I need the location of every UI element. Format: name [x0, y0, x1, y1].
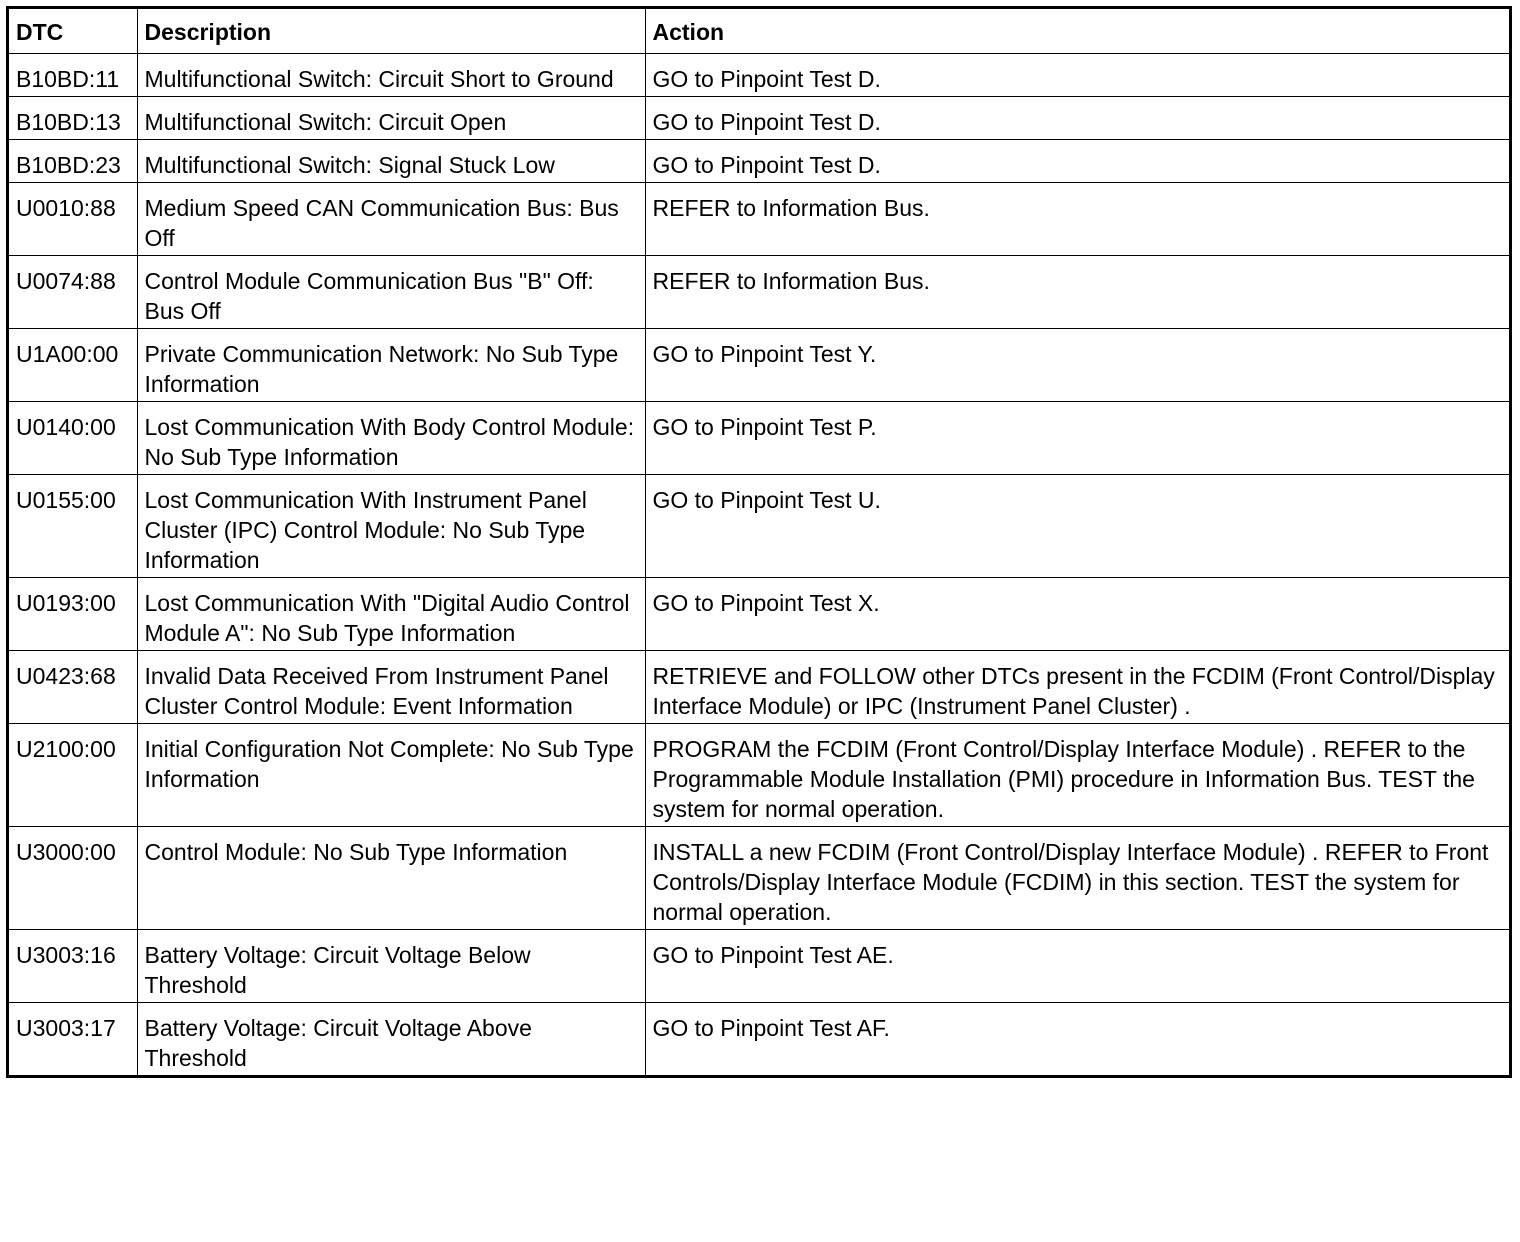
- table-row: [9, 724, 1509, 827]
- header-action: Action: [645, 9, 1509, 54]
- description-cell: Multifunctional Switch: Circuit Open: [137, 97, 645, 140]
- table-row: [9, 578, 1509, 651]
- action-cell: GO to Pinpoint Test U.: [645, 475, 1509, 578]
- action-cell: INSTALL a new FCDIM (Front Control/Display Interface Module) . REFER to Front Controls/Display Interface Module (FCDIM) in this section. TEST the system for normal operation.: [645, 827, 1509, 930]
- header-row: [9, 9, 1509, 54]
- action-cell: GO to Pinpoint Test D.: [645, 54, 1509, 97]
- description-cell: Invalid Data Received From Instrument Panel Cluster Control Module: Event Information: [137, 651, 645, 724]
- description-cell: Battery Voltage: Circuit Voltage Above Threshold: [137, 1003, 645, 1076]
- dtc-cell: U0423:68: [9, 651, 137, 724]
- table-row: [9, 329, 1509, 402]
- description-cell: Multifunctional Switch: Circuit Short to Ground: [137, 54, 645, 97]
- action-cell: GO to Pinpoint Test P.: [645, 402, 1509, 475]
- table-row: [9, 1003, 1509, 1076]
- dtc-cell: U0193:00: [9, 578, 137, 651]
- description-cell: Control Module: No Sub Type Information: [137, 827, 645, 930]
- action-cell: GO to Pinpoint Test D.: [645, 97, 1509, 140]
- action-cell: PROGRAM the FCDIM (Front Control/Display Interface Module) . REFER to the Programmable Module Installation (PMI) procedure in Information Bus. TEST the system for normal operation.: [645, 724, 1509, 827]
- dtc-cell: U0010:88: [9, 183, 137, 256]
- description-cell: Medium Speed CAN Communication Bus: Bus Off: [137, 183, 645, 256]
- description-cell: Lost Communication With "Digital Audio Control Module A": No Sub Type Information: [137, 578, 645, 651]
- dtc-cell: U3000:00: [9, 827, 137, 930]
- dtc-cell: U1A00:00: [9, 329, 137, 402]
- dtc-cell: U0140:00: [9, 402, 137, 475]
- description-cell: Multifunctional Switch: Signal Stuck Low: [137, 140, 645, 183]
- header-dtc: DTC: [9, 9, 137, 54]
- description-cell: Control Module Communication Bus "B" Off: Bus Off: [137, 256, 645, 329]
- description-cell: Battery Voltage: Circuit Voltage Below Threshold: [137, 930, 645, 1003]
- dtc-cell: B10BD:23: [9, 140, 137, 183]
- dtc-cell: U0074:88: [9, 256, 137, 329]
- action-cell: GO to Pinpoint Test X.: [645, 578, 1509, 651]
- dtc-cell: U0155:00: [9, 475, 137, 578]
- description-cell: Lost Communication With Instrument Panel Cluster (IPC) Control Module: No Sub Type Information: [137, 475, 645, 578]
- dtc-cell: U3003:17: [9, 1003, 137, 1076]
- table-row: [9, 183, 1509, 256]
- table-row: [9, 140, 1509, 183]
- action-cell: GO to Pinpoint Test Y.: [645, 329, 1509, 402]
- description-cell: Lost Communication With Body Control Module: No Sub Type Information: [137, 402, 645, 475]
- action-cell: GO to Pinpoint Test AE.: [645, 930, 1509, 1003]
- table-row: [9, 256, 1509, 329]
- action-cell: GO to Pinpoint Test AF.: [645, 1003, 1509, 1076]
- dtc-cell: U2100:00: [9, 724, 137, 827]
- table-row: [9, 97, 1509, 140]
- table-row: [9, 651, 1509, 724]
- action-cell: REFER to Information Bus.: [645, 256, 1509, 329]
- dtc-table-frame: [6, 6, 1512, 1078]
- dtc-cell: B10BD:11: [9, 54, 137, 97]
- header-description: Description: [137, 9, 645, 54]
- description-cell: Initial Configuration Not Complete: No Sub Type Information: [137, 724, 645, 827]
- description-cell: Private Communication Network: No Sub Type Information: [137, 329, 645, 402]
- action-cell: RETRIEVE and FOLLOW other DTCs present in the FCDIM (Front Control/Display Interface Module) or IPC (Instrument Panel Cluster) .: [645, 651, 1509, 724]
- table-row: [9, 402, 1509, 475]
- dtc-cell: U3003:16: [9, 930, 137, 1003]
- action-cell: REFER to Information Bus.: [645, 183, 1509, 256]
- dtc-cell: B10BD:13: [9, 97, 137, 140]
- table-row: [9, 930, 1509, 1003]
- action-cell: GO to Pinpoint Test D.: [645, 140, 1509, 183]
- table-row: [9, 827, 1509, 930]
- table-row: [9, 54, 1509, 97]
- table-row: [9, 475, 1509, 578]
- dtc-table: [9, 9, 1509, 1075]
